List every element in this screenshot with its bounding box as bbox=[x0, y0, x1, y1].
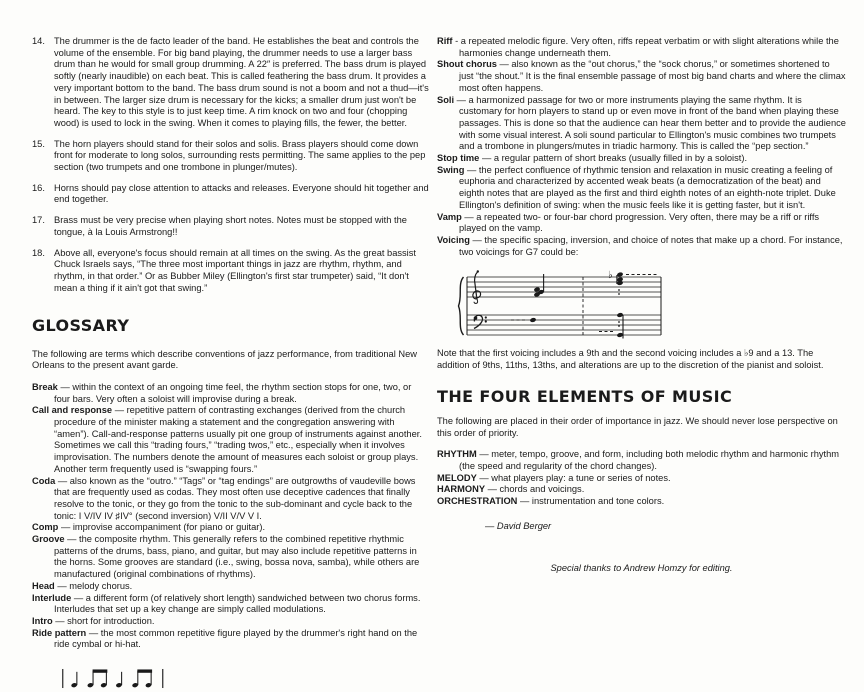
entry-term: Comp bbox=[32, 522, 59, 533]
entry-definition: — the composite rhythm. This generally refers to the combined repetitive rhythmic patterns of the drums, bass, piano, and guitar, but may also include repetitive patterns in the horns. Some grooves are standard (i.e., swing, bossa nova, samba), while others are manufactured (original combinations of rhythms). bbox=[54, 534, 420, 580]
glossary-entry-riff bbox=[437, 36, 846, 59]
entry-definition: — short for introduction. bbox=[55, 615, 155, 626]
glossary-entry-call-and-response bbox=[32, 405, 429, 475]
entry-definition: — a harmonized passage for two or more instruments playing the same rhythm. It is customary for horn players to stand up or even move in front of the band when playing these passages. This is done so that the audience can hear them better and to provide the audience with some visual interest. A soli sound particular to Ellington's music combines two trumpets and a trombone in plungers/mutes in triadic harmony. This is called the “pep section.” bbox=[456, 94, 846, 152]
treble-staff bbox=[467, 277, 661, 297]
entry-term: Head bbox=[32, 580, 55, 591]
numbered-item-15 bbox=[32, 139, 429, 174]
entry-term: Ride pattern bbox=[32, 627, 87, 638]
item-number: 16. bbox=[32, 182, 45, 193]
entry-term: Call and response bbox=[32, 405, 113, 416]
glossary-entry-voicing bbox=[437, 235, 846, 258]
entry-term: Shout chorus bbox=[437, 59, 497, 70]
glossary-intro: The following are terms which describe conventions of jazz performance, from traditional New Orleans to the present avant garde. bbox=[32, 348, 417, 371]
numbered-item-18 bbox=[32, 248, 429, 295]
numbered-item-14 bbox=[32, 36, 429, 130]
item-number: 14. bbox=[32, 36, 45, 46]
four-elements-intro: The following are placed in their order of importance in jazz. We should never lose perspective on this order of priority. bbox=[437, 415, 838, 438]
second-voicing-chord bbox=[599, 270, 658, 339]
entry-definition: — the specific spacing, inversion, and choice of notes that make up a chord. For instance, two voicings for G7 could be: bbox=[459, 234, 843, 257]
entry-term: Stop time bbox=[437, 153, 480, 164]
glossary-entry-head bbox=[32, 581, 429, 593]
item-text: Above all, everyone's focus should remain at all times on the swing. As the great bassist Chuck Israels says, “The three most important things in jazz are rhythm, rhythm, and rhythm, in that order.” Or as Bubber Miley (Ellington's first star trumpeter) said, “It don't mean a thing if it ain't got that swing.” bbox=[54, 247, 416, 293]
item-number: 18. bbox=[32, 247, 45, 258]
left-column bbox=[32, 36, 429, 692]
entry-term: Interlude bbox=[32, 592, 72, 603]
item-text: Brass must be very precise when playing short notes. Notes must be stopped with the tongue, à la Louis Armstrong!! bbox=[54, 215, 407, 237]
author-signature: — David Berger bbox=[485, 520, 552, 531]
entry-term: Break bbox=[32, 381, 58, 392]
element-term: RHYTHM bbox=[437, 449, 477, 460]
item-text: The horn players should stand for their solos and solis. Brass players should come down front for moderate to long solos, surrounding rests permitting. The same applies to the pep section (two trumpets and one trombone in plunger/mutes). bbox=[54, 138, 426, 173]
entry-definition: — a repeated two- or four-bar chord progression. Very often, there may be a riff or riffs played on the vamp. bbox=[459, 211, 820, 234]
voicing-note: Note that the first voicing includes a 9th and the second voicing includes a ♭9 and a 13. The addition of 9ths, 11ths, 13ths, and alterations are up to the discretion of the pianist and soloist. bbox=[437, 348, 824, 371]
entry-term: Coda bbox=[32, 475, 56, 486]
item-text: Horns should pay close attention to attacks and releases. Everyone should hit together and end together. bbox=[54, 182, 429, 205]
glossary-entry-comp bbox=[32, 522, 429, 534]
glossary-entry-vamp bbox=[437, 212, 846, 235]
entry-definition: — the most common repetitive figure played by the drummer's right hand on the ride cymbal or hi-hat. bbox=[54, 627, 418, 650]
glossary-entry-shout-chorus bbox=[437, 59, 846, 94]
entry-term: Intro bbox=[32, 615, 53, 626]
element-definition: — meter, tempo, groove, and form, including both melodic rhythm and harmonic rhythm (the speed and regularity of the chord changes). bbox=[459, 449, 840, 472]
entry-term: Vamp bbox=[437, 211, 462, 222]
element-melody bbox=[437, 473, 846, 485]
entry-term: Swing bbox=[437, 164, 465, 175]
element-harmony bbox=[437, 484, 846, 496]
right-column bbox=[437, 36, 846, 574]
brace-icon bbox=[459, 277, 464, 335]
element-orchestration bbox=[437, 496, 846, 508]
glossary-entry-groove bbox=[32, 534, 429, 581]
entry-term: Riff bbox=[437, 36, 453, 46]
item-number: 15. bbox=[32, 138, 45, 149]
glossary-entry-swing bbox=[437, 165, 846, 212]
entry-term: Groove bbox=[32, 534, 65, 545]
item-number: 17. bbox=[32, 215, 45, 226]
glossary-entry-coda bbox=[32, 476, 429, 523]
entry-definition: — a different form (of relatively short length) sandwiched between two chorus forms. Interludes that set up a key change are simply called modulations. bbox=[54, 592, 421, 615]
glossary-entry-soli bbox=[437, 95, 846, 154]
four-elements-heading: THE FOUR ELEMENTS OF MUSIC bbox=[437, 386, 733, 406]
element-term: ORCHESTRATION bbox=[437, 496, 518, 507]
glossary-entry-interlude bbox=[32, 593, 429, 616]
entry-definition: — a regular pattern of short breaks (usually filled in by a soloist). bbox=[481, 153, 748, 164]
entry-definition: — melody chorus. bbox=[57, 580, 133, 591]
element-definition: — what players play: a tune or series of notes. bbox=[479, 472, 671, 483]
ride-pattern-notation bbox=[58, 665, 429, 692]
element-rhythm bbox=[437, 449, 846, 472]
flat-sign-icon: ♭ bbox=[608, 270, 613, 282]
numbered-item-16 bbox=[32, 183, 429, 206]
ride-pattern-notation-icon bbox=[58, 665, 178, 692]
element-term: MELODY bbox=[437, 472, 477, 483]
glossary-entry-intro bbox=[32, 616, 429, 628]
element-term: HARMONY bbox=[437, 484, 486, 495]
glossary-entry-stop-time bbox=[437, 153, 846, 165]
editing-credit: Special thanks to Andrew Homzy for editing. bbox=[550, 562, 733, 573]
entry-term: Soli bbox=[437, 94, 455, 105]
entry-definition: — improvise accompaniment (for piano or guitar). bbox=[60, 522, 266, 533]
first-voicing-chord bbox=[511, 274, 544, 323]
bass-clef-icon bbox=[474, 316, 487, 329]
entry-definition: — also known as the “out chorus,” the “sock chorus,” or sometimes shortened to just “the shout.” It is the final ensemble passage of most big band charts and where the climax most often happens. bbox=[459, 59, 846, 93]
glossary-entry-break bbox=[32, 382, 429, 405]
entry-definition: — the perfect confluence of rhythmic tension and relaxation in music creating a feeling of euphoria and characterized by accented weak beats (a democratization of the beat) and eighth notes that are played as the first and third eighth notes of an eighth-note triplet. Duke Ellington's definition of swing: when the music feels like it is getting faster, but it isn't. bbox=[459, 164, 836, 210]
glossary-heading: GLOSSARY bbox=[32, 316, 130, 336]
element-definition: — instrumentation and tone colors. bbox=[520, 496, 665, 507]
entry-definition: — within the context of an ongoing time feel, the rhythm section stops for one, two, or four bars. Very often a soloist will improvise during a break. bbox=[54, 381, 412, 404]
entry-definition: — repetitive pattern of contrasting exchanges (derived from the church procedure of the minister making a statement and the congregation answering with “amen”). Call-and-response patterns usually pit one group of instruments against another. Sometimes we call this “trading fours,” “trading twos,” etc., especially when it involves improvisation. The numbers denote the amount of measures each soloist or group plays. Another term frequently used is “swapping fours.” bbox=[54, 405, 422, 474]
grand-staff-notation-icon bbox=[453, 265, 668, 343]
item-text: The drummer is the de facto leader of the band. He establishes the beat and controls the volume of the ensemble. For big band playing, the drummer needs to use a larger bass drum than he would for small group drumming. A 22″ is preferred. The bass drum is played softly (nearly inaudible) on each beat. This is called feathering the bass drum. It provides a very important bottom to the band. The bass drum sound is not a boom and not a thud—it's in between. The larger size drum is necessary for the kicks; a smaller drum just won't be heard. The key to this style is to just keep time. A rim knock on two and four (chopping wood) is used to lock in the swing. When it comes to playing fills, the fewer, the better. bbox=[54, 36, 429, 128]
bass-staff bbox=[467, 315, 661, 335]
entry-definition: — also known as the “outro.” “Tags” or “tag endings” are outgrowths of vaudeville bows that are frequently used as codas. They most often use deceptive cadences that finally resolve to the tonic, or they go from the tonic to the sub-dominant and cycle back to the tonic: I V/IV IV ♯IV° (second inversion) V/II V/V V I. bbox=[54, 475, 416, 521]
element-definition: — chords and voicings. bbox=[487, 484, 585, 495]
grand-staff-notation bbox=[453, 265, 846, 343]
numbered-item-17 bbox=[32, 215, 429, 238]
entry-definition: - a repeated melodic figure. Very often, riffs repeat verbatim or with slight alterations while the harmonies change underneath them. bbox=[455, 36, 839, 58]
entry-term: Voicing bbox=[437, 234, 470, 245]
